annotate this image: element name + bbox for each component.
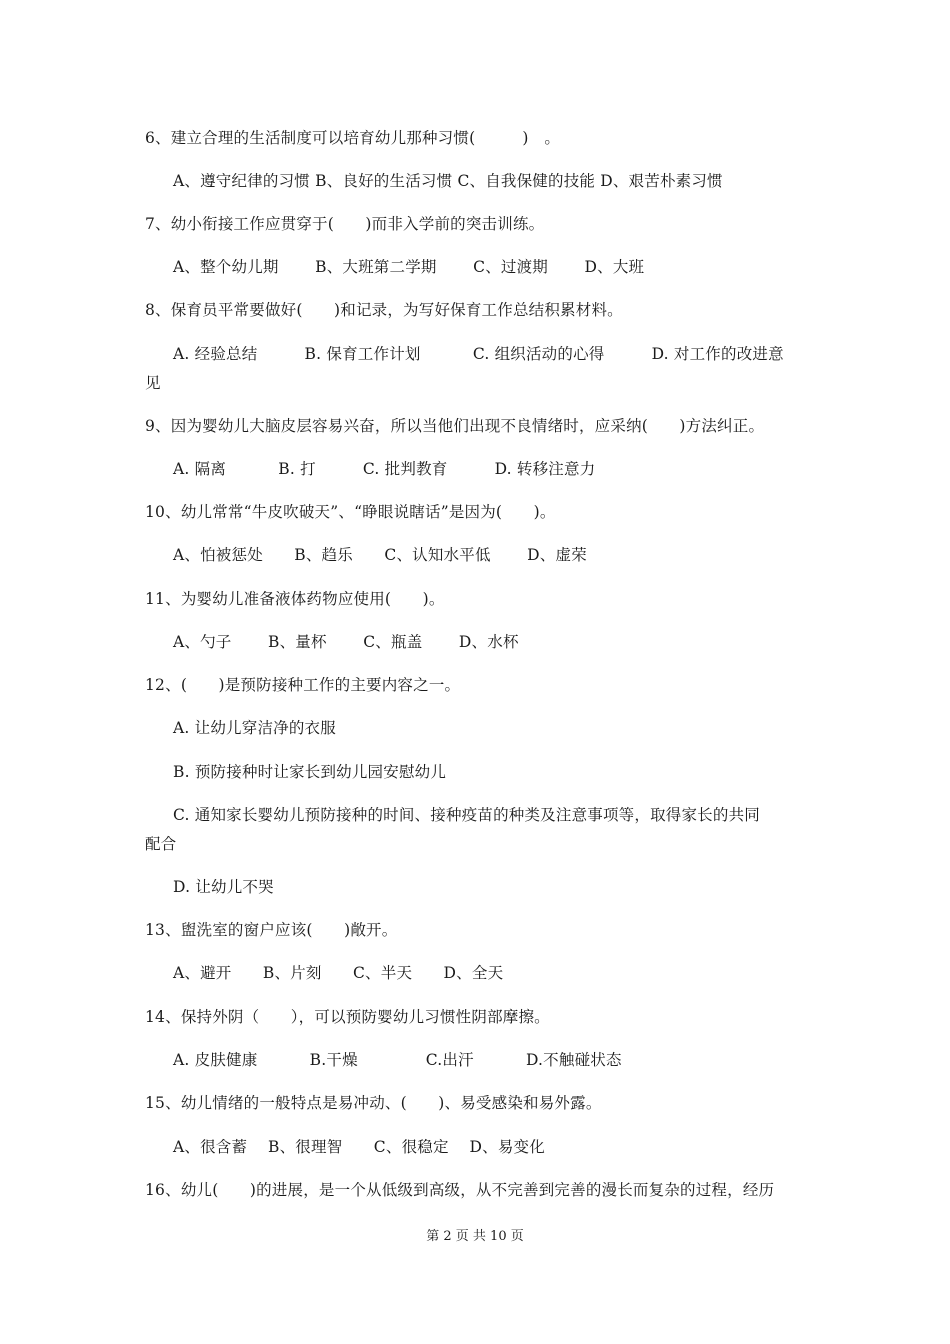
question-6-stem: 6、建立合理的生活制度可以培育幼儿那种习惯( ) 。	[145, 129, 561, 147]
question-11-options: A、勺子 B、量杯 C、瓶盖 D、水杯	[173, 633, 519, 651]
question-8-stem: 8、保育员平常要做好( )和记录，为写好保育工作总结积累材料。	[145, 301, 623, 319]
question-7-stem: 7、幼小衔接工作应贯穿于( )而非入学前的突击训练。	[145, 215, 545, 233]
question-16-stem: 16、幼儿( )的进展，是一个从低级到高级，从不完善到完善的漫长而复杂的过程，经历	[145, 1181, 775, 1199]
question-15-stem: 15、幼儿情绪的一般特点是易冲动、( )、易受感染和易外露。	[145, 1094, 602, 1112]
question-7-options: A、整个幼儿期 B、大班第二学期 C、过渡期 D、大班	[173, 258, 645, 276]
question-13-options: A、避开 B、片刻 C、半天 D、全天	[173, 964, 504, 982]
question-12-option-c: C. 通知家长婴幼儿预防接种的时间、接种疫苗的种类及注意事项等，取得家长的共同	[173, 806, 760, 824]
question-8-options: A. 经验总结 B. 保育工作计划 C. 组织活动的心得 D. 对工作的改进意	[173, 345, 784, 363]
question-9-stem: 9、因为婴幼儿大脑皮层容易兴奋，所以当他们出现不良情绪时，应采纳( )方法纠正。	[145, 417, 765, 435]
page-number-footer: 第 2 页 共 10 页	[426, 1229, 524, 1244]
question-10-stem: 10、幼儿常常“牛皮吹破天”、“睁眼说瞎话”是因为( )。	[145, 503, 556, 521]
question-12-option-d: D. 让幼儿不哭	[173, 878, 274, 896]
question-15-options: A、很含蓄 B、很理智 C、很稳定 D、易变化	[173, 1138, 545, 1156]
question-10-options: A、怕被惩处 B、趋乐 C、认知水平低 D、虚荣	[173, 546, 587, 564]
question-8-options-continued: 见	[145, 374, 161, 392]
question-14-stem: 14、保持外阴（ ），可以预防婴幼儿习惯性阴部摩擦。	[145, 1008, 550, 1026]
question-12-option-c-continued: 配合	[145, 835, 177, 853]
question-12-option-a: A. 让幼儿穿洁净的衣服	[173, 719, 336, 737]
question-12-option-b: B. 预防接种时让家长到幼儿园安慰幼儿	[173, 763, 447, 781]
question-11-stem: 11、为婴幼儿准备液体药物应使用( )。	[145, 590, 445, 608]
question-9-options: A. 隔离 B. 打 C. 批判教育 D. 转移注意力	[173, 460, 596, 478]
question-14-options: A. 皮肤健康 B.干燥 C.出汗 D.不触碰状态	[173, 1051, 622, 1069]
question-12-stem: 12、( )是预防接种工作的主要内容之一。	[145, 676, 461, 694]
question-13-stem: 13、盥洗室的窗户应该( )敞开。	[145, 921, 398, 939]
question-6-options: A、遵守纪律的习惯 B、良好的生活习惯 C、自我保健的技能 D、艰苦朴素习惯	[173, 172, 723, 190]
